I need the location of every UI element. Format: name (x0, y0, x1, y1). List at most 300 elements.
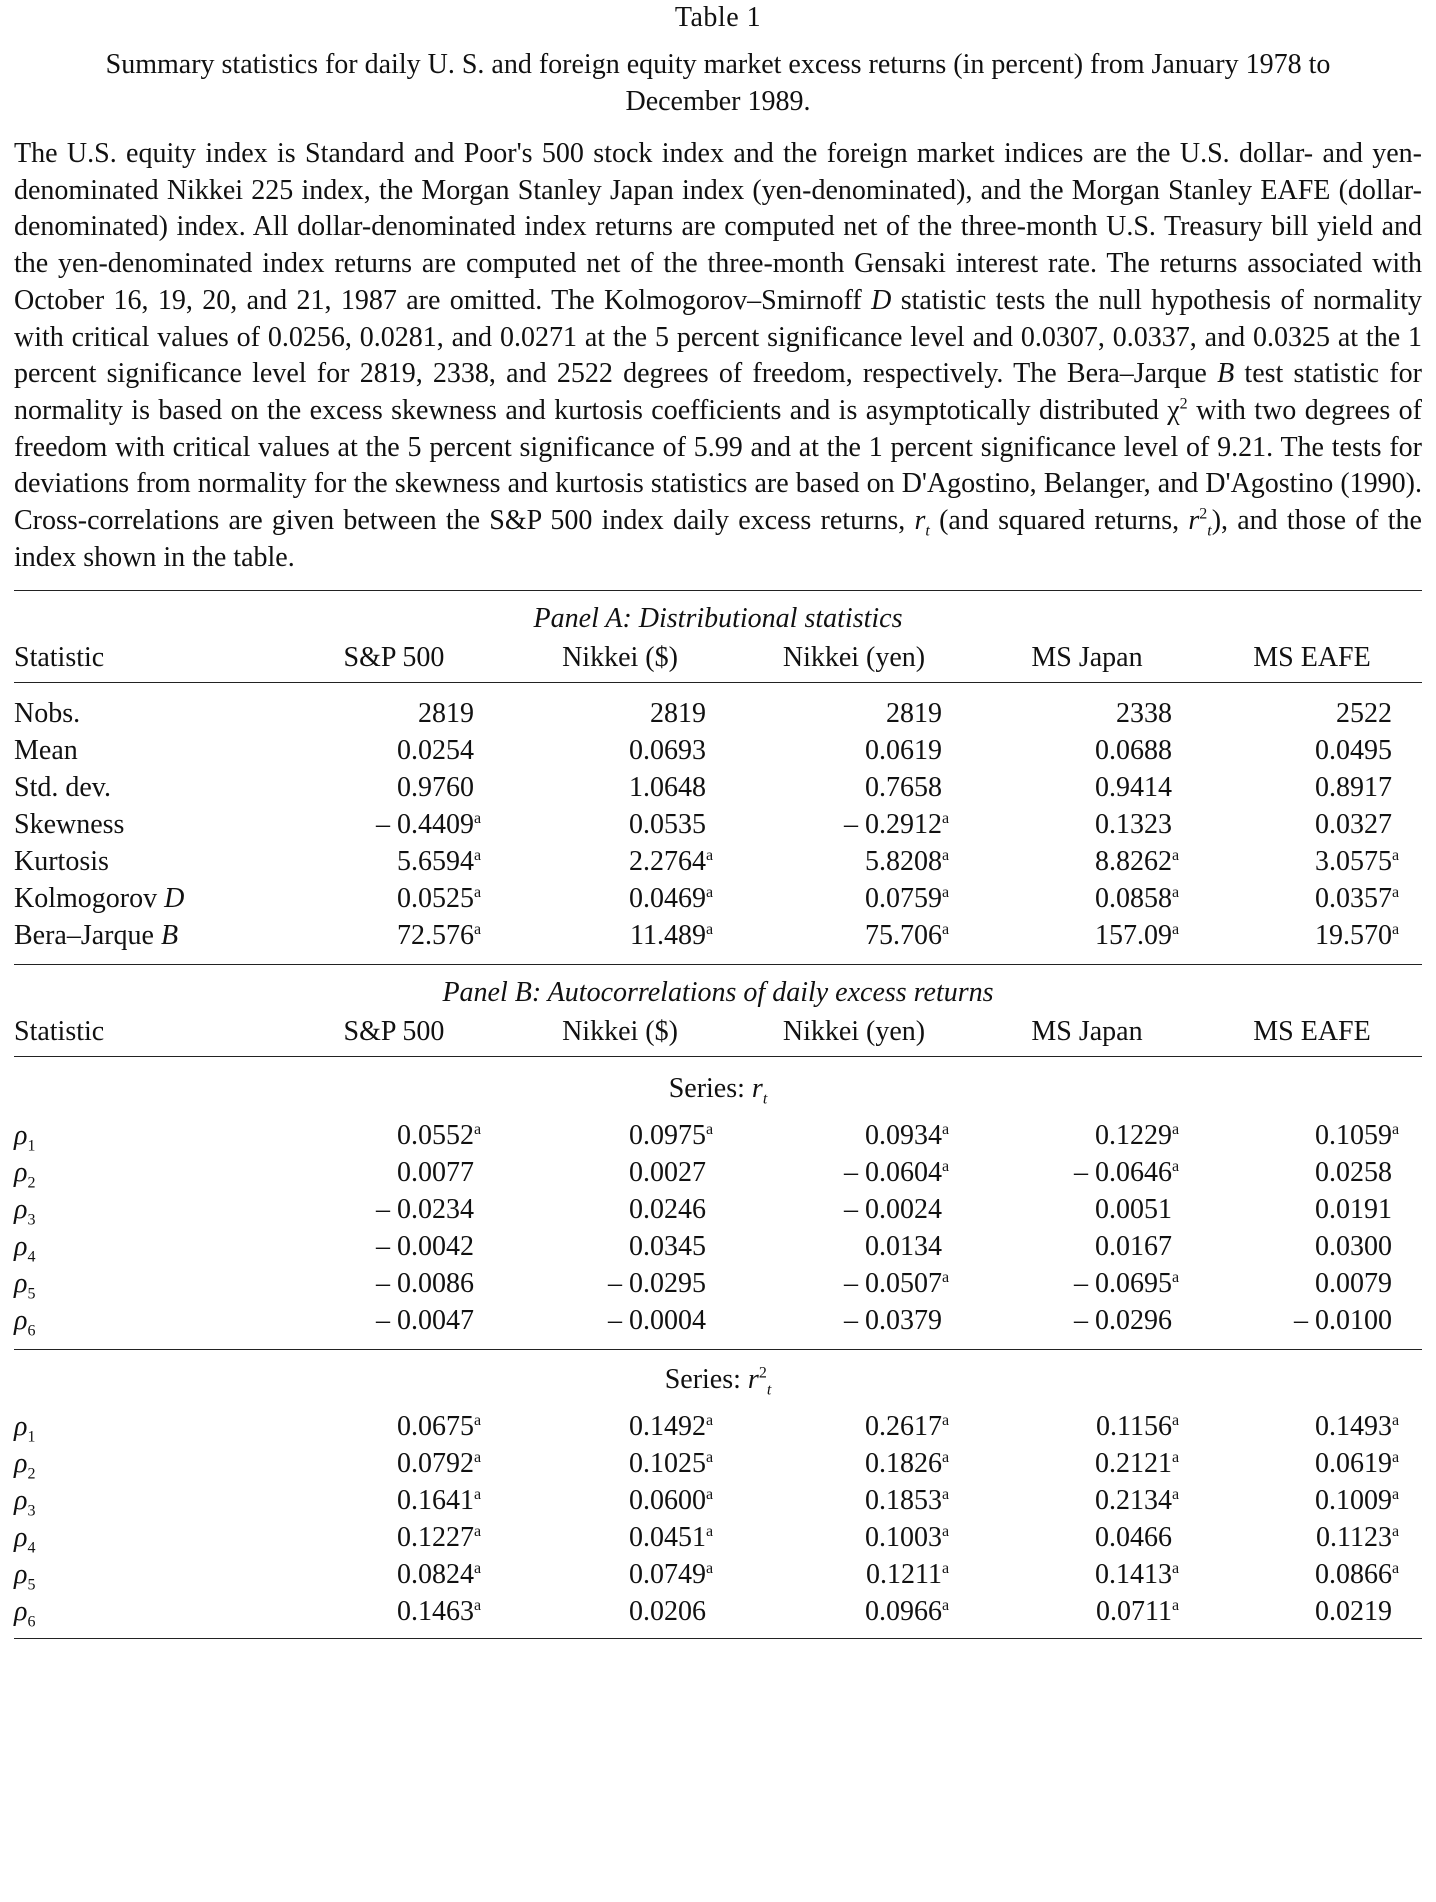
cell-value: 5.8208 (865, 845, 942, 877)
cell-value: 0.0792 (397, 1447, 474, 1479)
table-cell: 2.2764$^a$ (629, 845, 714, 877)
cell-value: – 0.0695 (1074, 1267, 1172, 1299)
notes-r-symbol: r (914, 505, 926, 537)
row-label: Kolmogorov D (14, 882, 185, 914)
table-row (14, 1408, 1422, 1445)
col-header-ms-japan: MS Japan (1031, 1015, 1143, 1047)
table-cell: 0.1493$^a$ (1315, 1410, 1400, 1442)
table-cell: – 0.4409$^a$ (376, 808, 482, 840)
cell-value: 0.0300 (1315, 1230, 1392, 1262)
cell-value: – 0.0086 (376, 1267, 474, 1299)
table-notes (14, 136, 1422, 576)
table-cell (972, 1228, 1202, 1265)
rho-symbol: ρ (14, 1156, 28, 1188)
cell-value: 1.0648 (629, 771, 706, 803)
table-title: Table 1 (674, 2, 762, 33)
table-row (14, 1265, 1422, 1302)
row-label (14, 1265, 284, 1302)
cell-value: 0.1641 (397, 1484, 474, 1516)
table-cell (736, 732, 972, 769)
cell-value: 0.0469 (629, 882, 706, 914)
cell-value: 0.1009 (1315, 1484, 1392, 1516)
table-cell (504, 1154, 736, 1191)
cell-value: 0.0525 (397, 882, 474, 914)
cell-value: 0.1853 (865, 1484, 942, 1516)
cell-value: 0.0934 (865, 1119, 942, 1151)
cell-value: 0.1463 (397, 1595, 474, 1627)
table-cell (284, 1302, 504, 1339)
table-cell: 0.1826$^a$ (865, 1447, 950, 1479)
panel-b-title: Panel B: Autocorrelations of daily excess returns (442, 977, 994, 1009)
notes-d-symbol: D (871, 284, 892, 316)
table-cell: 0.1853$^a$ (865, 1484, 950, 1516)
cell-value: 0.0619 (865, 734, 942, 766)
table-cell (504, 1265, 736, 1302)
table-cell: 5.8208$^a$ (865, 845, 950, 877)
table-cell: – 0.0646$^a$ (1074, 1156, 1180, 1188)
notes-text-2: statistic tests the null hypothesis of normality with critical values of 0.0256, 0.0281, and 0.0271 at the 5 percent significance level and 0.0307, 0.0337, and 0.0325 at the 1 percent significance level for 2819, 2338, and 2522 degrees of freedom, respectively. The Bera–Jarque (14, 284, 1423, 390)
table-cell (1202, 1265, 1422, 1302)
rho-symbol: ρ (14, 1230, 28, 1262)
row-label: Kurtosis (14, 845, 109, 877)
table-cell (972, 732, 1202, 769)
cell-value: 0.0219 (1315, 1595, 1392, 1627)
table-cell: 0.0749$^a$ (629, 1558, 714, 1590)
notes-text-1: The U.S. equity index is Standard and Poor's 500 stock index and the foreign market indices are the U.S. dollar- and yen-denominated Nikkei 225 index, the Morgan Stanley Japan index (yen-denominated), and the Morgan Stanley EAFE (dollar-denominated) index. All dollar-denominated index returns are computed net of the three-month U.S. Treasury bill yield and the yen-denominated index returns are computed net of the three-month Gensaki interest rate. The returns associated with October 16, 19, 20, and 21, 1987 are omitted. The Kolmogorov–Smirnoff (14, 138, 1422, 316)
table-cell: 0.1123$^a$ (1316, 1521, 1400, 1553)
table-cell: – 0.0604$^a$ (844, 1156, 950, 1188)
cell-value: 0.0711 (1096, 1595, 1172, 1627)
rho-symbol: ρ (14, 1447, 28, 1479)
table-row (14, 1593, 1422, 1630)
series-r-table (14, 1117, 1422, 1339)
panel-a-bottom-rule (14, 964, 1422, 965)
rho-symbol: ρ (14, 1304, 28, 1336)
panel-a-table (14, 695, 1422, 954)
table-row (14, 1302, 1422, 1339)
cell-value: 0.0824 (397, 1558, 474, 1590)
cell-value: – 0.2912 (844, 808, 942, 840)
table-cell: 0.0975$^a$ (629, 1119, 714, 1151)
cell-value: 0.1229 (1095, 1119, 1172, 1151)
cell-value: 2819 (418, 697, 474, 729)
table-cell (972, 695, 1202, 732)
rho-lag: 2 (27, 1465, 36, 1483)
cell-value: 2522 (1336, 697, 1392, 729)
cell-value: 0.0466 (1095, 1521, 1172, 1553)
table-cell: 75.706$^a$ (865, 919, 950, 951)
table-cell (284, 732, 504, 769)
cell-value: 0.1493 (1315, 1410, 1392, 1442)
cell-value: 2338 (1116, 697, 1172, 729)
table-cell (284, 769, 504, 806)
notes-r2-sup: 2 (1199, 505, 1208, 523)
table-row (14, 732, 1422, 769)
table-cell: 0.1211$^a$ (866, 1558, 950, 1590)
row-label (14, 1154, 284, 1191)
notes-r-sub: t (925, 522, 930, 540)
table-cell (284, 1265, 504, 1302)
table-row (14, 1482, 1422, 1519)
table-cell: 0.0858$^a$ (1095, 882, 1180, 914)
table-cell: 0.0357$^a$ (1315, 882, 1400, 914)
notes-r2-sub: t (1207, 522, 1212, 540)
table-cell: 0.1003$^a$ (865, 1521, 950, 1553)
table-cell: 19.570$^a$ (1315, 919, 1400, 951)
col-header-nikkei-usd: Nikkei ($) (562, 1015, 678, 1047)
table-cell: – 0.2912$^a$ (844, 808, 950, 840)
table-cell: 0.0792$^a$ (397, 1447, 482, 1479)
table-cell: 0.0619$^a$ (1315, 1447, 1400, 1479)
cell-value: – 0.0234 (376, 1193, 474, 1225)
cell-value: 75.706 (865, 919, 942, 951)
row-label (14, 1191, 284, 1228)
table-cell (1202, 1191, 1422, 1228)
table-caption: Summary statistics for daily U. S. and foreign equity market excess returns (in percent) from January 1978 to December 1989. (105, 49, 1331, 117)
row-label (14, 1408, 284, 1445)
table-cell (972, 1191, 1202, 1228)
cell-value: 0.0552 (397, 1119, 474, 1151)
row-label (14, 1228, 284, 1265)
cell-value: 0.9760 (397, 771, 474, 803)
table-cell: 0.0600$^a$ (629, 1484, 714, 1516)
notes-text-6: ), and those of the index shown in the table. (14, 505, 1422, 573)
cell-value: – 0.0507 (844, 1267, 942, 1299)
table-cell (504, 1228, 736, 1265)
cell-value: 0.0619 (1315, 1447, 1392, 1479)
cell-value: 0.2617 (865, 1410, 942, 1442)
table-cell: 0.2617$^a$ (865, 1410, 950, 1442)
table-cell: 0.1492$^a$ (629, 1410, 714, 1442)
cell-value: 0.0134 (865, 1230, 942, 1262)
table-cell (736, 769, 972, 806)
rho-lag: 3 (27, 1211, 36, 1229)
table-cell: 0.0469$^a$ (629, 882, 714, 914)
notes-r2-symbol: r (1188, 505, 1200, 537)
table-cell (972, 1519, 1202, 1556)
rho-lag: 6 (27, 1613, 36, 1631)
table-cell: 0.1059$^a$ (1315, 1119, 1400, 1151)
table-cell: 0.0525$^a$ (397, 882, 482, 914)
table-cell (1202, 806, 1422, 843)
cell-value: 0.0051 (1095, 1193, 1172, 1225)
cell-value: 0.8917 (1315, 771, 1392, 803)
cell-value: – 0.0379 (844, 1304, 942, 1336)
table-cell (1202, 695, 1422, 732)
cell-value: 0.1003 (865, 1521, 942, 1553)
table-cell: 0.0552$^a$ (397, 1119, 482, 1151)
row-label: Skewness (14, 808, 125, 840)
rho-lag: 5 (27, 1285, 36, 1303)
col-header-nikkei-usd: Nikkei ($) (562, 641, 678, 673)
table-row (14, 806, 1422, 843)
cell-value: – 0.0024 (844, 1193, 942, 1225)
cell-value: 5.6594 (397, 845, 474, 877)
cell-value: 0.0675 (397, 1410, 474, 1442)
cell-value: 0.1826 (865, 1447, 942, 1479)
table-cell (972, 1302, 1202, 1339)
cell-value: 0.9414 (1095, 771, 1172, 803)
col-header-sp500: S&P 500 (343, 641, 445, 673)
cell-value: 2819 (886, 697, 942, 729)
row-label (14, 1556, 284, 1593)
cell-value: 0.0693 (629, 734, 706, 766)
series-r2-label: Series: (664, 1364, 748, 1396)
cell-value: 0.1156 (1096, 1410, 1172, 1442)
table-cell (972, 806, 1202, 843)
table-row (14, 843, 1422, 880)
table-cell (284, 1154, 504, 1191)
cell-value: 0.0451 (629, 1521, 706, 1553)
col-header-statistic: Statistic (14, 641, 105, 673)
table-cell (736, 1191, 972, 1228)
rho-symbol: ρ (14, 1484, 28, 1516)
col-header-nikkei-yen: Nikkei (yen) (782, 641, 926, 673)
cell-value: 11.489 (630, 919, 706, 951)
col-header-nikkei-yen: Nikkei (yen) (782, 1015, 926, 1047)
table-cell: 0.2134$^a$ (1095, 1484, 1180, 1516)
cell-value: 0.0357 (1315, 882, 1392, 914)
cell-value: 0.0077 (397, 1156, 474, 1188)
row-label: Nobs. (14, 697, 81, 729)
cell-value: 0.0246 (629, 1193, 706, 1225)
table-cell: 11.489$^a$ (630, 919, 714, 951)
cell-value: 2.2764 (629, 845, 706, 877)
row-label: Bera–Jarque B (14, 919, 179, 951)
table-row (14, 1117, 1422, 1154)
cell-value: – 0.0004 (608, 1304, 706, 1336)
cell-value: 0.0258 (1315, 1156, 1392, 1188)
table-cell: 0.0966$^a$ (865, 1595, 950, 1627)
table-cell (1202, 1154, 1422, 1191)
table-row (14, 1191, 1422, 1228)
table-row (14, 1228, 1422, 1265)
cell-value: 0.0345 (629, 1230, 706, 1262)
table-cell (284, 695, 504, 732)
cell-value: 0.1059 (1315, 1119, 1392, 1151)
table-cell: 0.0824$^a$ (397, 1558, 482, 1590)
table-cell: – 0.0507$^a$ (844, 1267, 950, 1299)
table-cell (504, 1191, 736, 1228)
panel-a-title: Panel A: Distributional statistics (533, 603, 903, 635)
rho-symbol: ρ (14, 1595, 28, 1627)
cell-value: 0.0975 (629, 1119, 706, 1151)
cell-value: 0.0079 (1315, 1267, 1392, 1299)
cell-value: – 0.0100 (1294, 1304, 1392, 1336)
table-cell (736, 1302, 972, 1339)
table-cell (1202, 732, 1422, 769)
cell-value: 72.576 (397, 919, 474, 951)
series-r2-sup: 2 (758, 1365, 767, 1383)
series-r-bottom-rule (14, 1349, 1422, 1350)
cell-value: 0.1492 (629, 1410, 706, 1442)
panel-a-header-rule (14, 682, 1422, 683)
table-cell (504, 695, 736, 732)
rho-lag: 2 (27, 1174, 36, 1192)
rho-symbol: ρ (14, 1410, 28, 1442)
cell-value: 0.2121 (1095, 1447, 1172, 1479)
panel-a-header (14, 639, 1422, 676)
cell-value: 0.0966 (865, 1595, 942, 1627)
bottom-rule (14, 1638, 1422, 1639)
rho-lag: 5 (27, 1576, 36, 1594)
table-cell (1202, 1302, 1422, 1339)
panel-b-header (14, 1013, 1422, 1050)
rho-symbol: ρ (14, 1267, 28, 1299)
table-cell (736, 695, 972, 732)
cell-value: 0.1123 (1316, 1521, 1392, 1553)
series-r2-table (14, 1408, 1422, 1630)
col-header-ms-eafe: MS EAFE (1253, 641, 1371, 673)
table-cell: 3.0575$^a$ (1315, 845, 1400, 877)
table-cell: 0.0451$^a$ (629, 1521, 714, 1553)
statistic-symbol: B (160, 919, 179, 951)
cell-value: 0.0600 (629, 1484, 706, 1516)
rho-symbol: ρ (14, 1521, 28, 1553)
cell-value: 0.0206 (629, 1595, 706, 1627)
row-label (14, 1117, 284, 1154)
table-cell (736, 1228, 972, 1265)
table-row (14, 1556, 1422, 1593)
cell-value: 0.2134 (1095, 1484, 1172, 1516)
rho-lag: 4 (27, 1248, 36, 1266)
rho-lag: 1 (27, 1428, 36, 1446)
table-cell (972, 769, 1202, 806)
series-r-label: Series: (668, 1073, 752, 1105)
cell-value: 8.8262 (1095, 845, 1172, 877)
cell-value: 157.09 (1095, 919, 1172, 951)
cell-value: – 0.0295 (608, 1267, 706, 1299)
table-row (14, 1519, 1422, 1556)
table-cell: 0.1229$^a$ (1095, 1119, 1180, 1151)
top-rule (14, 590, 1422, 591)
rho-lag: 3 (27, 1502, 36, 1520)
table-cell: 0.0675$^a$ (397, 1410, 482, 1442)
table-cell: 0.0759$^a$ (865, 882, 950, 914)
cell-value: 0.0327 (1315, 808, 1392, 840)
table-cell (504, 806, 736, 843)
table-row (14, 917, 1422, 954)
table-cell (1202, 769, 1422, 806)
table-cell: 0.1413$^a$ (1095, 1558, 1180, 1590)
table-cell: 5.6594$^a$ (397, 845, 482, 877)
table-cell: 0.1227$^a$ (397, 1521, 482, 1553)
row-label (14, 1482, 284, 1519)
series-r2-sub: t (766, 1382, 772, 1400)
table-row (14, 1154, 1422, 1191)
cell-value: 0.0858 (1095, 882, 1172, 914)
cell-value: 0.0759 (865, 882, 942, 914)
cell-value: – 0.0646 (1074, 1156, 1172, 1188)
cell-value: 0.0749 (629, 1558, 706, 1590)
table-cell: 0.2121$^a$ (1095, 1447, 1180, 1479)
table-cell: 0.0934$^a$ (865, 1119, 950, 1151)
row-label (14, 1593, 284, 1630)
cell-value: – 0.0604 (844, 1156, 942, 1188)
table-cell: – 0.0695$^a$ (1074, 1267, 1180, 1299)
cell-value: 0.1211 (866, 1558, 942, 1590)
row-label (14, 1519, 284, 1556)
table-cell (504, 732, 736, 769)
cell-value: – 0.0042 (376, 1230, 474, 1262)
col-header-ms-eafe: MS EAFE (1253, 1015, 1371, 1047)
page (0, 2, 1436, 1902)
cell-value: 0.0254 (397, 734, 474, 766)
table-cell (504, 1593, 736, 1630)
cell-value: 0.1413 (1095, 1558, 1172, 1590)
cell-value: 0.7658 (865, 771, 942, 803)
table-cell (284, 1191, 504, 1228)
notes-text-5: (and squared returns, (929, 505, 1189, 537)
table-cell (284, 1228, 504, 1265)
table-cell: 0.1641$^a$ (397, 1484, 482, 1516)
notes-text-4: with two degrees of freedom with critical values at the 5 percent significance of 5.99 and at the 1 percent significance level of 9.21. The tests for deviations from normality for the skewness and kurtosis statistics are based on D'Agostino, Belanger, and D'Agostino (1990). Cross-correlations are given between the S&P 500 index daily excess returns, (14, 394, 1422, 537)
row-label (14, 1445, 284, 1482)
cell-value: 0.0027 (629, 1156, 706, 1188)
table-cell: 0.1463$^a$ (397, 1595, 482, 1627)
table-row (14, 769, 1422, 806)
notes-chi-sup: 2 (1179, 395, 1188, 413)
table-cell: 0.0711$^a$ (1096, 1595, 1180, 1627)
rho-lag: 4 (27, 1539, 36, 1557)
table-cell: 0.1009$^a$ (1315, 1484, 1400, 1516)
notes-b-symbol: B (1217, 358, 1235, 390)
table-row (14, 880, 1422, 917)
series-r2-symbol: r (747, 1364, 759, 1396)
cell-value: 2819 (650, 697, 706, 729)
cell-value: 19.570 (1315, 919, 1392, 951)
rho-lag: 1 (27, 1137, 36, 1155)
row-label: Std. dev. (14, 771, 111, 803)
rho-symbol: ρ (14, 1558, 28, 1590)
table-cell: 0.0866$^a$ (1315, 1558, 1400, 1590)
cell-value: 0.1323 (1095, 808, 1172, 840)
statistic-symbol: D (164, 882, 185, 914)
row-label: Mean (14, 734, 78, 766)
table-cell (1202, 1228, 1422, 1265)
table-cell: 8.8262$^a$ (1095, 845, 1180, 877)
panel-b-header-rule (14, 1056, 1422, 1057)
series-r2-title (14, 1364, 1422, 1400)
cell-value: 3.0575 (1315, 845, 1392, 877)
table-cell: 157.09$^a$ (1095, 919, 1180, 951)
cell-value: 0.0191 (1315, 1193, 1392, 1225)
col-header-sp500: S&P 500 (343, 1015, 445, 1047)
table-cell: 72.576$^a$ (397, 919, 482, 951)
rho-symbol: ρ (14, 1119, 28, 1151)
col-header-ms-japan: MS Japan (1031, 641, 1143, 673)
cell-value: 0.1025 (629, 1447, 706, 1479)
rho-symbol: ρ (14, 1193, 28, 1225)
cell-value: – 0.0047 (376, 1304, 474, 1336)
cell-value: – 0.4409 (376, 808, 474, 840)
table-cell (504, 769, 736, 806)
cell-value: 0.0535 (629, 808, 706, 840)
row-label (14, 1302, 284, 1339)
notes-text-3: test statistic for normality is based on the excess skewness and kurtosis coefficients and is asymptotically distributed χ (14, 358, 1422, 426)
table-cell (1202, 1593, 1422, 1630)
rho-lag: 6 (27, 1322, 36, 1340)
cell-value: 0.0495 (1315, 734, 1392, 766)
series-r-title (14, 1073, 1422, 1109)
cell-value: 0.0167 (1095, 1230, 1172, 1262)
table-cell (504, 1302, 736, 1339)
table-cell: 0.1156$^a$ (1096, 1410, 1180, 1442)
col-header-statistic: Statistic (14, 1015, 105, 1047)
cell-value: 0.0866 (1315, 1558, 1392, 1590)
table-cell: 0.1025$^a$ (629, 1447, 714, 1479)
cell-value: 0.0688 (1095, 734, 1172, 766)
